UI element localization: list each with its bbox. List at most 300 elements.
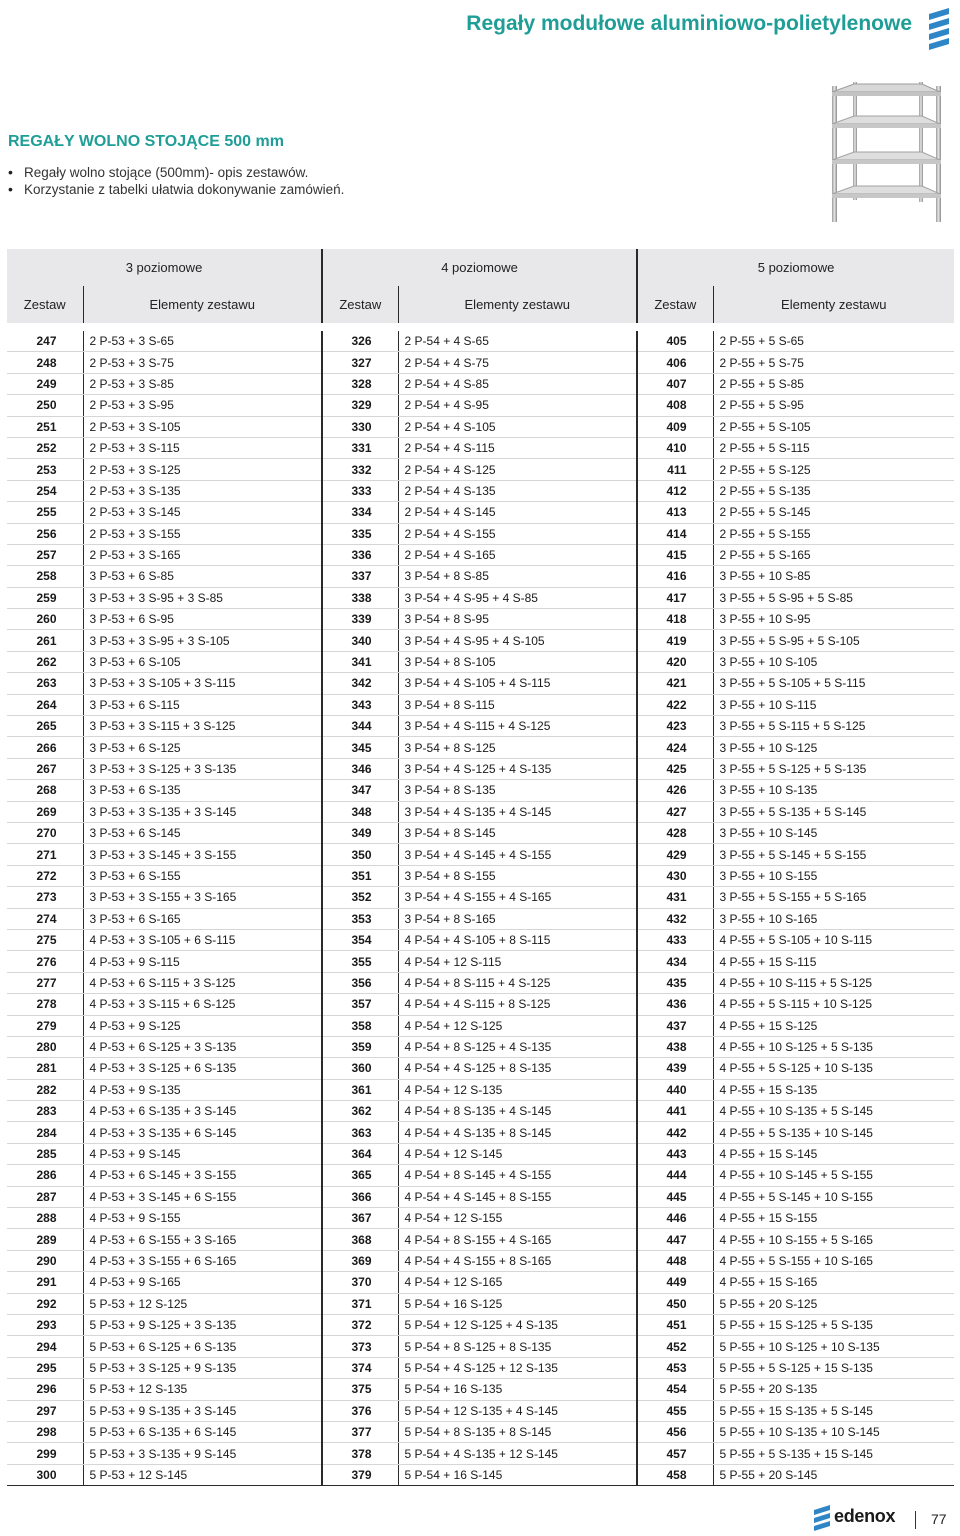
table-row — [7, 758, 954, 779]
set-number-cell: 276 — [7, 951, 83, 972]
elements-cell: 3 P-54 + 8 S-95 — [398, 609, 637, 630]
set-number-cell: 267 — [7, 758, 83, 779]
elements-cell: 2 P-54 + 4 S-125 — [398, 459, 637, 480]
set-number-cell: 433 — [637, 929, 713, 950]
elements-cell: 3 P-55 + 5 S-115 + 5 S-125 — [713, 716, 954, 737]
table-row — [7, 373, 954, 394]
set-number-cell: 300 — [7, 1464, 83, 1485]
set-number-cell: 273 — [7, 887, 83, 908]
elements-cell: 4 P-54 + 4 S-155 + 8 S-165 — [398, 1250, 637, 1271]
elements-cell: 4 P-55 + 10 S-135 + 5 S-145 — [713, 1101, 954, 1122]
set-number-cell: 371 — [322, 1293, 398, 1314]
table-row — [7, 1464, 954, 1485]
elements-cell: 2 P-55 + 5 S-95 — [713, 395, 954, 416]
set-number-cell: 341 — [322, 651, 398, 672]
set-number-cell: 282 — [7, 1079, 83, 1100]
elements-cell: 3 P-54 + 8 S-155 — [398, 865, 637, 886]
table-row — [7, 587, 954, 608]
elements-cell: 2 P-53 + 3 S-105 — [83, 416, 322, 437]
set-number-cell: 424 — [637, 737, 713, 758]
elements-cell: 4 P-53 + 3 S-135 + 6 S-145 — [83, 1122, 322, 1143]
elements-cell: 2 P-53 + 3 S-125 — [83, 459, 322, 480]
elements-cell: 4 P-55 + 5 S-155 + 10 S-165 — [713, 1250, 954, 1271]
edenox-logo-icon — [926, 6, 952, 50]
set-number-cell: 360 — [322, 1058, 398, 1079]
elements-cell: 2 P-55 + 5 S-155 — [713, 523, 954, 544]
table-row — [7, 1208, 954, 1229]
elements-cell: 2 P-54 + 4 S-155 — [398, 523, 637, 544]
elements-cell: 5 P-54 + 16 S-135 — [398, 1379, 637, 1400]
sets-table — [7, 249, 954, 1486]
elements-cell: 3 P-55 + 5 S-95 + 5 S-105 — [713, 630, 954, 651]
table-row — [7, 865, 954, 886]
set-number-cell: 340 — [322, 630, 398, 651]
set-number-cell: 351 — [322, 865, 398, 886]
elements-cell: 4 P-53 + 6 S-135 + 3 S-145 — [83, 1101, 322, 1122]
set-number-cell: 249 — [7, 373, 83, 394]
elements-cell: 5 P-53 + 12 S-125 — [83, 1293, 322, 1314]
set-number-cell: 253 — [7, 459, 83, 480]
set-number-cell: 408 — [637, 395, 713, 416]
elements-cell: 5 P-53 + 3 S-135 + 9 S-145 — [83, 1443, 322, 1464]
shelving-rack-image — [826, 82, 948, 224]
elements-cell: 2 P-55 + 5 S-105 — [713, 416, 954, 437]
table-row — [7, 416, 954, 437]
set-number-cell: 445 — [637, 1186, 713, 1207]
edenox-logo-icon — [812, 1504, 832, 1534]
elements-cell: 4 P-55 + 5 S-135 + 10 S-145 — [713, 1122, 954, 1143]
table-row — [7, 1186, 954, 1207]
elements-cell: 5 P-54 + 8 S-125 + 8 S-135 — [398, 1336, 637, 1357]
set-number-cell: 425 — [637, 758, 713, 779]
set-number-cell: 263 — [7, 673, 83, 694]
elements-cell: 2 P-54 + 4 S-145 — [398, 502, 637, 523]
table-row — [7, 1143, 954, 1164]
elements-cell: 3 P-54 + 4 S-135 + 4 S-145 — [398, 801, 637, 822]
set-number-cell: 328 — [322, 373, 398, 394]
set-number-cell: 294 — [7, 1336, 83, 1357]
set-number-cell: 431 — [637, 887, 713, 908]
elements-cell: 3 P-55 + 5 S-105 + 5 S-115 — [713, 673, 954, 694]
table-row — [7, 609, 954, 630]
elements-cell: 3 P-53 + 3 S-115 + 3 S-125 — [83, 716, 322, 737]
set-number-cell: 290 — [7, 1250, 83, 1271]
set-number-cell: 284 — [7, 1122, 83, 1143]
elements-cell: 3 P-54 + 8 S-145 — [398, 822, 637, 843]
elements-cell: 3 P-55 + 10 S-95 — [713, 609, 954, 630]
set-number-cell: 361 — [322, 1079, 398, 1100]
table-row — [7, 929, 954, 950]
set-number-cell: 247 — [7, 331, 83, 352]
table-row — [7, 822, 954, 843]
elements-cell: 2 P-55 + 5 S-65 — [713, 331, 954, 352]
set-number-cell: 420 — [637, 651, 713, 672]
table-row — [7, 1122, 954, 1143]
set-number-cell: 364 — [322, 1143, 398, 1164]
set-number-cell: 435 — [637, 972, 713, 993]
elements-cell: 4 P-55 + 10 S-155 + 5 S-165 — [713, 1229, 954, 1250]
elements-cell: 5 P-55 + 5 S-135 + 15 S-145 — [713, 1443, 954, 1464]
elements-cell: 2 P-54 + 4 S-75 — [398, 352, 637, 373]
section-title: REGAŁY WOLNO STOJĄCE 500 mm — [8, 133, 284, 150]
set-number-cell: 355 — [322, 951, 398, 972]
set-number-cell: 337 — [322, 566, 398, 587]
elements-cell: 4 P-55 + 5 S-105 + 10 S-115 — [713, 929, 954, 950]
elements-cell: 5 P-53 + 9 S-135 + 3 S-145 — [83, 1400, 322, 1421]
set-number-cell: 357 — [322, 994, 398, 1015]
set-number-cell: 258 — [7, 566, 83, 587]
set-number-cell: 405 — [637, 331, 713, 352]
group-header-5-levels: 5 poziomowe — [637, 249, 954, 286]
set-number-cell: 412 — [637, 480, 713, 501]
elements-cell: 3 P-55 + 5 S-155 + 5 S-165 — [713, 887, 954, 908]
table-row — [7, 1443, 954, 1464]
set-number-cell: 329 — [322, 395, 398, 416]
elements-cell: 4 P-54 + 4 S-105 + 8 S-115 — [398, 929, 637, 950]
elements-cell: 4 P-53 + 9 S-125 — [83, 1015, 322, 1036]
elements-cell: 2 P-54 + 4 S-85 — [398, 373, 637, 394]
elements-cell: 3 P-55 + 5 S-125 + 5 S-135 — [713, 758, 954, 779]
set-number-cell: 331 — [322, 437, 398, 458]
set-number-cell: 376 — [322, 1400, 398, 1421]
elements-cell: 3 P-53 + 6 S-95 — [83, 609, 322, 630]
set-number-cell: 358 — [322, 1015, 398, 1036]
elements-cell: 3 P-55 + 10 S-125 — [713, 737, 954, 758]
set-number-cell: 336 — [322, 544, 398, 565]
set-number-cell: 458 — [637, 1464, 713, 1485]
elements-cell: 5 P-53 + 6 S-135 + 6 S-145 — [83, 1421, 322, 1442]
elements-cell: 3 P-53 + 6 S-135 — [83, 780, 322, 801]
set-number-cell: 251 — [7, 416, 83, 437]
elements-cell: 3 P-55 + 10 S-145 — [713, 822, 954, 843]
elements-cell: 4 P-53 + 9 S-135 — [83, 1079, 322, 1100]
set-number-cell: 271 — [7, 844, 83, 865]
elements-cell: 5 P-55 + 5 S-125 + 15 S-135 — [713, 1357, 954, 1378]
column-header-set: Zestaw — [322, 286, 398, 323]
table-row — [7, 1400, 954, 1421]
elements-cell: 3 P-55 + 10 S-155 — [713, 865, 954, 886]
elements-cell: 3 P-54 + 8 S-135 — [398, 780, 637, 801]
elements-cell: 4 P-54 + 8 S-145 + 4 S-155 — [398, 1165, 637, 1186]
table-row — [7, 523, 954, 544]
table-row — [7, 352, 954, 373]
elements-cell: 4 P-55 + 15 S-165 — [713, 1272, 954, 1293]
set-number-cell: 415 — [637, 544, 713, 565]
set-number-cell: 442 — [637, 1122, 713, 1143]
elements-cell: 2 P-55 + 5 S-115 — [713, 437, 954, 458]
column-header-set: Zestaw — [7, 286, 83, 323]
set-number-cell: 326 — [322, 331, 398, 352]
table-row — [7, 480, 954, 501]
elements-cell: 5 P-55 + 10 S-125 + 10 S-135 — [713, 1336, 954, 1357]
set-number-cell: 409 — [637, 416, 713, 437]
set-number-cell: 338 — [322, 587, 398, 608]
elements-cell: 3 P-54 + 4 S-95 + 4 S-85 — [398, 587, 637, 608]
elements-cell: 3 P-53 + 6 S-125 — [83, 737, 322, 758]
elements-cell: 4 P-54 + 8 S-155 + 4 S-165 — [398, 1229, 637, 1250]
elements-cell: 5 P-55 + 20 S-125 — [713, 1293, 954, 1314]
set-number-cell: 354 — [322, 929, 398, 950]
elements-cell: 4 P-54 + 12 S-155 — [398, 1208, 637, 1229]
set-number-cell: 427 — [637, 801, 713, 822]
elements-cell: 2 P-54 + 4 S-95 — [398, 395, 637, 416]
elements-cell: 3 P-55 + 10 S-85 — [713, 566, 954, 587]
elements-cell: 4 P-53 + 6 S-125 + 3 S-135 — [83, 1036, 322, 1057]
set-number-cell: 333 — [322, 480, 398, 501]
set-number-cell: 440 — [637, 1079, 713, 1100]
set-number-cell: 285 — [7, 1143, 83, 1164]
set-number-cell: 339 — [322, 609, 398, 630]
set-number-cell: 286 — [7, 1165, 83, 1186]
set-number-cell: 367 — [322, 1208, 398, 1229]
table-row — [7, 544, 954, 565]
elements-cell: 2 P-53 + 3 S-95 — [83, 395, 322, 416]
elements-cell: 4 P-55 + 15 S-155 — [713, 1208, 954, 1229]
elements-cell: 2 P-55 + 5 S-165 — [713, 544, 954, 565]
elements-cell: 3 P-54 + 4 S-105 + 4 S-115 — [398, 673, 637, 694]
set-number-cell: 434 — [637, 951, 713, 972]
set-number-cell: 281 — [7, 1058, 83, 1079]
page-number: 77 — [931, 1511, 947, 1527]
table-row — [7, 844, 954, 865]
set-number-cell: 343 — [322, 694, 398, 715]
elements-cell: 3 P-53 + 6 S-85 — [83, 566, 322, 587]
table-row — [7, 395, 954, 416]
set-number-cell: 280 — [7, 1036, 83, 1057]
set-number-cell: 344 — [322, 716, 398, 737]
elements-cell: 3 P-53 + 6 S-145 — [83, 822, 322, 843]
elements-cell: 4 P-54 + 4 S-115 + 8 S-125 — [398, 994, 637, 1015]
set-number-cell: 436 — [637, 994, 713, 1015]
set-number-cell: 347 — [322, 780, 398, 801]
elements-cell: 3 P-53 + 3 S-155 + 3 S-165 — [83, 887, 322, 908]
footer-brand: edenox — [834, 1506, 896, 1526]
table-row — [7, 1229, 954, 1250]
set-number-cell: 446 — [637, 1208, 713, 1229]
set-number-cell: 362 — [322, 1101, 398, 1122]
table-row — [7, 673, 954, 694]
elements-cell: 4 P-55 + 15 S-115 — [713, 951, 954, 972]
set-number-cell: 449 — [637, 1272, 713, 1293]
elements-cell: 3 P-53 + 3 S-145 + 3 S-155 — [83, 844, 322, 865]
elements-cell: 3 P-55 + 5 S-145 + 5 S-155 — [713, 844, 954, 865]
elements-cell: 4 P-53 + 9 S-155 — [83, 1208, 322, 1229]
set-number-cell: 414 — [637, 523, 713, 544]
elements-cell: 4 P-55 + 15 S-145 — [713, 1143, 954, 1164]
set-number-cell: 266 — [7, 737, 83, 758]
set-number-cell: 288 — [7, 1208, 83, 1229]
set-number-cell: 296 — [7, 1379, 83, 1400]
table-row — [7, 1250, 954, 1271]
elements-cell: 5 P-54 + 4 S-135 + 12 S-145 — [398, 1443, 637, 1464]
description-list — [8, 164, 344, 198]
set-number-cell: 439 — [637, 1058, 713, 1079]
elements-cell: 5 P-54 + 12 S-135 + 4 S-145 — [398, 1400, 637, 1421]
set-number-cell: 260 — [7, 609, 83, 630]
set-number-cell: 365 — [322, 1165, 398, 1186]
set-number-cell: 299 — [7, 1443, 83, 1464]
set-number-cell: 455 — [637, 1400, 713, 1421]
table-row — [7, 1272, 954, 1293]
elements-cell: 5 P-54 + 16 S-125 — [398, 1293, 637, 1314]
set-number-cell: 379 — [322, 1464, 398, 1485]
set-number-cell: 438 — [637, 1036, 713, 1057]
elements-cell: 4 P-54 + 4 S-135 + 8 S-145 — [398, 1122, 637, 1143]
set-number-cell: 274 — [7, 908, 83, 929]
table-row — [7, 1165, 954, 1186]
elements-cell: 5 P-55 + 20 S-135 — [713, 1379, 954, 1400]
table-row — [7, 1015, 954, 1036]
elements-cell: 4 P-55 + 15 S-125 — [713, 1015, 954, 1036]
set-number-cell: 432 — [637, 908, 713, 929]
elements-cell: 4 P-53 + 3 S-155 + 6 S-165 — [83, 1250, 322, 1271]
elements-cell: 2 P-53 + 3 S-65 — [83, 331, 322, 352]
elements-cell: 5 P-53 + 3 S-125 + 9 S-135 — [83, 1357, 322, 1378]
elements-cell: 2 P-53 + 3 S-135 — [83, 480, 322, 501]
set-number-cell: 298 — [7, 1421, 83, 1442]
elements-cell: 4 P-53 + 9 S-145 — [83, 1143, 322, 1164]
elements-cell: 4 P-55 + 10 S-125 + 5 S-135 — [713, 1036, 954, 1057]
set-number-cell: 334 — [322, 502, 398, 523]
set-number-cell: 430 — [637, 865, 713, 886]
elements-cell: 2 P-53 + 3 S-155 — [83, 523, 322, 544]
elements-cell: 4 P-54 + 12 S-125 — [398, 1015, 637, 1036]
set-number-cell: 262 — [7, 651, 83, 672]
elements-cell: 3 P-55 + 10 S-105 — [713, 651, 954, 672]
table-row — [7, 887, 954, 908]
table-row — [7, 651, 954, 672]
elements-cell: 3 P-54 + 8 S-85 — [398, 566, 637, 587]
elements-cell: 4 P-53 + 6 S-145 + 3 S-155 — [83, 1165, 322, 1186]
elements-cell: 3 P-54 + 8 S-105 — [398, 651, 637, 672]
set-number-cell: 363 — [322, 1122, 398, 1143]
elements-cell: 5 P-54 + 4 S-125 + 12 S-135 — [398, 1357, 637, 1378]
set-number-cell: 265 — [7, 716, 83, 737]
sets-table-body — [7, 331, 954, 1486]
elements-cell: 2 P-53 + 3 S-115 — [83, 437, 322, 458]
set-number-cell: 278 — [7, 994, 83, 1015]
elements-cell: 4 P-53 + 6 S-155 + 3 S-165 — [83, 1229, 322, 1250]
set-number-cell: 444 — [637, 1165, 713, 1186]
elements-cell: 4 P-54 + 12 S-135 — [398, 1079, 637, 1100]
elements-cell: 4 P-54 + 8 S-135 + 4 S-145 — [398, 1101, 637, 1122]
elements-cell: 3 P-54 + 8 S-125 — [398, 737, 637, 758]
elements-cell: 2 P-53 + 3 S-145 — [83, 502, 322, 523]
elements-cell: 4 P-54 + 12 S-115 — [398, 951, 637, 972]
elements-cell: 3 P-53 + 6 S-155 — [83, 865, 322, 886]
set-number-cell: 275 — [7, 929, 83, 950]
column-header-elements: Elementy zestawu — [83, 286, 322, 323]
set-number-cell: 252 — [7, 437, 83, 458]
set-number-cell: 450 — [637, 1293, 713, 1314]
elements-cell: 2 P-53 + 3 S-75 — [83, 352, 322, 373]
elements-cell: 4 P-53 + 9 S-165 — [83, 1272, 322, 1293]
set-number-cell: 370 — [322, 1272, 398, 1293]
set-number-cell: 356 — [322, 972, 398, 993]
elements-cell: 2 P-55 + 5 S-145 — [713, 502, 954, 523]
elements-cell: 4 P-54 + 4 S-125 + 8 S-135 — [398, 1058, 637, 1079]
elements-cell: 2 P-54 + 4 S-65 — [398, 331, 637, 352]
elements-cell: 5 P-53 + 9 S-125 + 3 S-135 — [83, 1314, 322, 1335]
table-row — [7, 1293, 954, 1314]
table-row — [7, 566, 954, 587]
set-number-cell: 295 — [7, 1357, 83, 1378]
description-item: • Korzystanie z tabelki ułatwia dokonywanie zamówień. — [8, 181, 344, 198]
elements-cell: 4 P-53 + 3 S-115 + 6 S-125 — [83, 994, 322, 1015]
elements-cell: 4 P-53 + 6 S-115 + 3 S-125 — [83, 972, 322, 993]
elements-cell: 5 P-55 + 20 S-145 — [713, 1464, 954, 1485]
set-number-cell: 368 — [322, 1229, 398, 1250]
elements-cell: 3 P-53 + 6 S-105 — [83, 651, 322, 672]
page-header-title: Regały modułowe aluminiowo-polietylenowe — [466, 12, 912, 35]
elements-cell: 4 P-55 + 10 S-115 + 5 S-125 — [713, 972, 954, 993]
set-number-cell: 287 — [7, 1186, 83, 1207]
set-number-cell: 359 — [322, 1036, 398, 1057]
set-number-cell: 372 — [322, 1314, 398, 1335]
table-row — [7, 1101, 954, 1122]
set-number-cell: 419 — [637, 630, 713, 651]
elements-cell: 5 P-53 + 6 S-125 + 6 S-135 — [83, 1336, 322, 1357]
elements-cell: 4 P-53 + 3 S-145 + 6 S-155 — [83, 1186, 322, 1207]
table-row — [7, 994, 954, 1015]
set-number-cell: 423 — [637, 716, 713, 737]
elements-cell: 4 P-54 + 12 S-145 — [398, 1143, 637, 1164]
set-number-cell: 454 — [637, 1379, 713, 1400]
set-number-cell: 264 — [7, 694, 83, 715]
column-header-elements: Elementy zestawu — [398, 286, 637, 323]
table-row — [7, 331, 954, 352]
elements-cell: 3 P-54 + 4 S-125 + 4 S-135 — [398, 758, 637, 779]
set-number-cell: 256 — [7, 523, 83, 544]
set-number-cell: 377 — [322, 1421, 398, 1442]
elements-cell: 3 P-55 + 10 S-115 — [713, 694, 954, 715]
set-number-cell: 268 — [7, 780, 83, 801]
set-number-cell: 375 — [322, 1379, 398, 1400]
set-number-cell: 255 — [7, 502, 83, 523]
set-number-cell: 261 — [7, 630, 83, 651]
table-row — [7, 801, 954, 822]
set-number-cell: 350 — [322, 844, 398, 865]
set-number-cell: 248 — [7, 352, 83, 373]
set-number-cell: 373 — [322, 1336, 398, 1357]
set-number-cell: 327 — [322, 352, 398, 373]
table-row — [7, 630, 954, 651]
set-number-cell: 428 — [637, 822, 713, 843]
set-number-cell: 254 — [7, 480, 83, 501]
elements-cell: 3 P-54 + 8 S-165 — [398, 908, 637, 929]
elements-cell: 4 P-54 + 4 S-145 + 8 S-155 — [398, 1186, 637, 1207]
set-number-cell: 250 — [7, 395, 83, 416]
elements-cell: 5 P-54 + 8 S-135 + 8 S-145 — [398, 1421, 637, 1442]
set-number-cell: 348 — [322, 801, 398, 822]
set-number-cell: 457 — [637, 1443, 713, 1464]
set-number-cell: 259 — [7, 587, 83, 608]
table-row — [7, 1314, 954, 1335]
elements-cell: 3 P-53 + 6 S-115 — [83, 694, 322, 715]
elements-cell: 5 P-54 + 12 S-125 + 4 S-135 — [398, 1314, 637, 1335]
table-row — [7, 951, 954, 972]
elements-cell: 3 P-55 + 10 S-165 — [713, 908, 954, 929]
set-number-cell: 279 — [7, 1015, 83, 1036]
elements-cell: 4 P-55 + 5 S-125 + 10 S-135 — [713, 1058, 954, 1079]
set-number-cell: 406 — [637, 352, 713, 373]
table-row — [7, 780, 954, 801]
elements-cell: 2 P-54 + 4 S-115 — [398, 437, 637, 458]
elements-cell: 3 P-53 + 3 S-125 + 3 S-135 — [83, 758, 322, 779]
elements-cell: 2 P-54 + 4 S-165 — [398, 544, 637, 565]
elements-cell: 3 P-54 + 4 S-115 + 4 S-125 — [398, 716, 637, 737]
elements-cell: 5 P-53 + 12 S-135 — [83, 1379, 322, 1400]
